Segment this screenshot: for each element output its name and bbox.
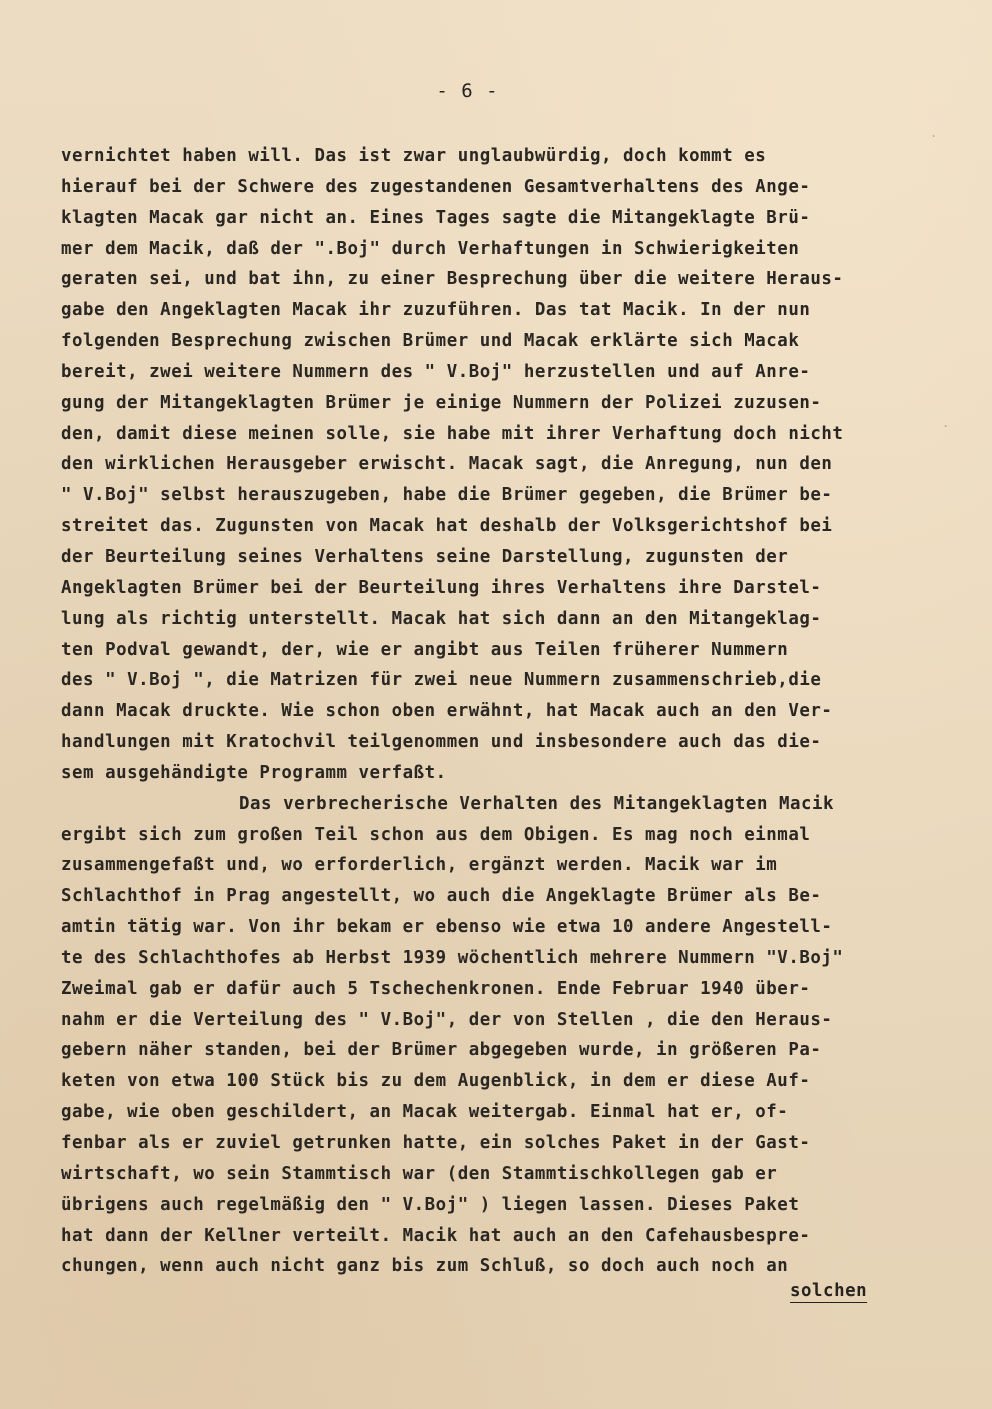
text-line: dann Macak druckte. Wie schon oben erwähnt, hat Macak auch an den Ver-	[61, 701, 833, 722]
text-line: vernichtet haben will. Das ist zwar unglaubwürdig, doch kommt es	[61, 146, 767, 166]
text-line: wirtschaft, wo sein Stammtisch war (den Stammtischkollegen gab er	[61, 1163, 778, 1184]
text-line: " V.Boj" selbst herauszugeben, habe die Brümer gegeben, die Brümer be-	[61, 485, 833, 506]
paper-speck: .	[942, 416, 950, 430]
text-line: te des Schlachthofes ab Herbst 1939 wöchentlich mehrere Nummern "V.Boj"	[61, 947, 844, 968]
text-line: Schlachthof in Prag angestellt, wo auch die Angeklagte Brümer als Be-	[61, 886, 822, 907]
text-line: mer dem Macik, daß der ".Boj" durch Verhaftungen in Schwierigkeiten	[61, 238, 800, 259]
text-line: Angeklagten Brümer bei der Beurteilung ihres Verhaltens ihre Darstel-	[61, 577, 822, 598]
text-line: hat dann der Kellner verteilt. Macik hat auch an den Cafehausbespre-	[61, 1225, 811, 1246]
paragraph-1	[61, 141, 956, 789]
text-line: Zweimal gab er dafür auch 5 Tschechenkronen. Ende Februar 1940 über-	[61, 978, 811, 999]
text-line: gabe, wie oben geschildert, an Macak weitergab. Einmal hat er, of-	[61, 1102, 789, 1123]
text-line: chungen, wenn auch nicht ganz bis zum Schluß, so doch auch noch an	[61, 1256, 789, 1277]
text-line: den, damit diese meinen solle, sie habe mit ihrer Verhaftung doch nicht	[61, 423, 844, 444]
text-line: des " V.Boj ", die Matrizen für zwei neue Nummern zusammenschrieb,die	[61, 670, 822, 691]
text-line: klagten Macak gar nicht an. Eines Tages sagte die Mitangeklagte Brü-	[61, 207, 811, 228]
text-line: lung als richtig unterstellt. Macak hat sich dann an den Mitangeklag-	[61, 608, 822, 629]
paper-speck: .	[930, 126, 938, 140]
catchword: solchen	[790, 1281, 868, 1301]
page-number: - 6 -	[436, 80, 499, 102]
text-line: ten Podval gewandt, der, wie er angibt aus Teilen früherer Nummern	[61, 639, 789, 660]
text-line: hierauf bei der Schwere des zugestandenen Gesamtverhaltens des Ange-	[61, 176, 811, 197]
text-line: gebern näher standen, bei der Brümer abgegeben wurde, in größeren Pa-	[61, 1040, 822, 1061]
text-line: fenbar als er zuviel getrunken hatte, ein solches Paket in der Gast-	[61, 1133, 811, 1153]
text-line: streitet das. Zugunsten von Macak hat deshalb der Volksgerichtshof bei	[61, 516, 833, 537]
text-line: zusammengefaßt und, wo erforderlich, ergänzt werden. Macik war im	[61, 855, 778, 876]
text-line: übrigens auch regelmäßig den " V.Boj" ) liegen lassen. Dieses Paket	[61, 1194, 800, 1215]
text-line: gabe den Angeklagten Macak ihr zuzuführen. Das tat Macik. In der nun	[61, 300, 811, 321]
text-line: bereit, zwei weitere Nummern des " V.Boj" herzustellen und auf Anre-	[61, 361, 811, 382]
text-line: nahm er die Verteilung des " V.Boj", der von Stellen , die den Heraus-	[61, 1009, 833, 1030]
text-line: gung der Mitangeklagten Brümer je einige Nummern der Polizei zuzusen-	[61, 392, 822, 413]
text-line: amtin tätig war. Von ihr bekam er ebenso wie etwa 10 andere Angestell-	[61, 917, 833, 938]
document-body	[61, 141, 956, 1282]
text-line: geraten sei, und bat ihn, zu einer Besprechung über die weitere Heraus-	[61, 269, 844, 290]
text-line: handlungen mit Kratochvil teilgenommen und insbesondere auch das die-	[61, 732, 822, 753]
text-line: den wirklichen Herausgeber erwischt. Macak sagt, die Anregung, nun den	[61, 454, 833, 475]
text-line: Das verbrecherische Verhalten des Mitangeklagten Macik	[239, 793, 835, 814]
text-line: folgenden Besprechung zwischen Brümer und Macak erklärte sich Macak	[61, 331, 800, 352]
text-line: der Beurteilung seines Verhaltens seine Darstellung, zugunsten der	[61, 546, 789, 567]
text-line: ergibt sich zum großen Teil schon aus dem Obigen. Es mag noch einmal	[61, 824, 811, 845]
text-line: sem ausgehändigte Programm verfaßt.	[61, 762, 447, 783]
text-line: keten von etwa 100 Stück bis zu dem Augenblick, in dem er diese Auf-	[61, 1071, 811, 1092]
paragraph-2	[61, 789, 956, 1283]
